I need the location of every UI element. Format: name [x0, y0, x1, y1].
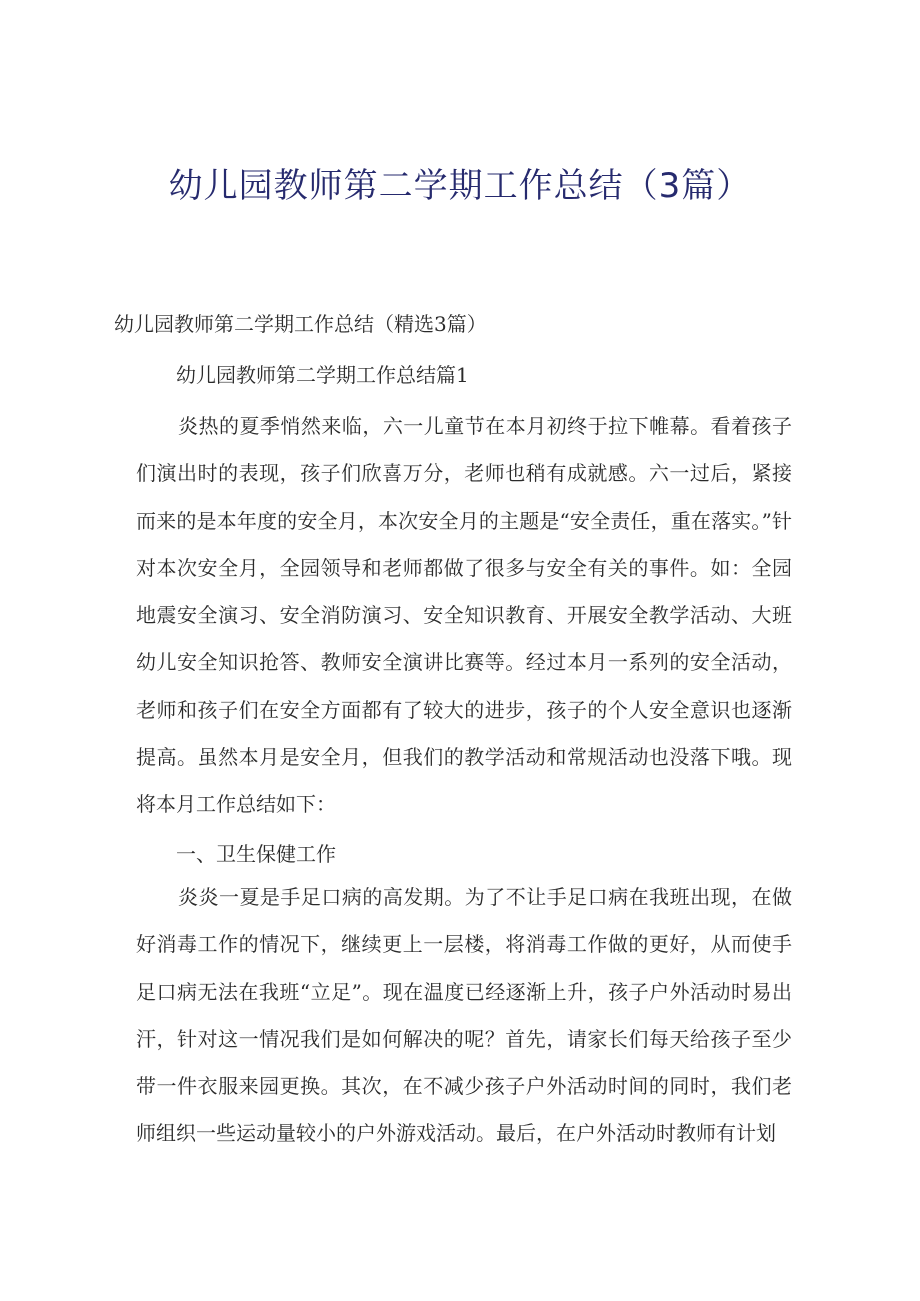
paragraph-intro: 炎热的夏季悄然来临，六一儿童节在本月初终于拉下帷幕。看着孩子们演出时的表现，孩子们欣喜万分，老师也稍有成就感。六一过后，紧接而来的是本年度的安全月，本次安全月的主题是“安全责任，重在落实。”针对本次安全月，全园领导和老师都做了很多与安全有关的事件。如：全园地震安全演习、安全消防演习、安全知识教育、开展安全教学活动、大班幼儿安全知识抢答、教师安全演讲比赛等。经过本月一系列的安全活动，老师和孩子们在安全方面都有了较大的进步，孩子的个人安全意识也逐渐提高。虽然本月是安全月，但我们的教学活动和常规活动也没落下哦。现将本月工作总结如下： — [136, 414, 792, 817]
document-title: 幼儿园教师第二学期工作总结（3篇） — [168, 166, 752, 206]
section-heading: 幼儿园教师第二学期工作总结篇1 — [176, 363, 469, 387]
document-subtitle: 幼儿园教师第二学期工作总结（精选3篇） — [114, 312, 487, 336]
paragraph-hygiene: 炎炎一夏是手足口病的高发期。为了不让手足口病在我班出现，在做好消毒工作的情况下，继续更上一层楼，将消毒工作做的更好，从而使手足口病无法在我班“立足”。现在温度已经逐渐上升，孩子户外活动时易出汗，针对这一情况我们是如何解决的呢？首先，请家长们每天给孩子至少带一件衣服来园更换。其次，在不减少孩子户外活动时间的同时，我们老师组织一些运动量较小的户外游戏活动。最后，在户外活动时教师有计划 — [136, 885, 792, 1146]
item-heading-hygiene: 一、卫生保健工作 — [176, 842, 336, 866]
